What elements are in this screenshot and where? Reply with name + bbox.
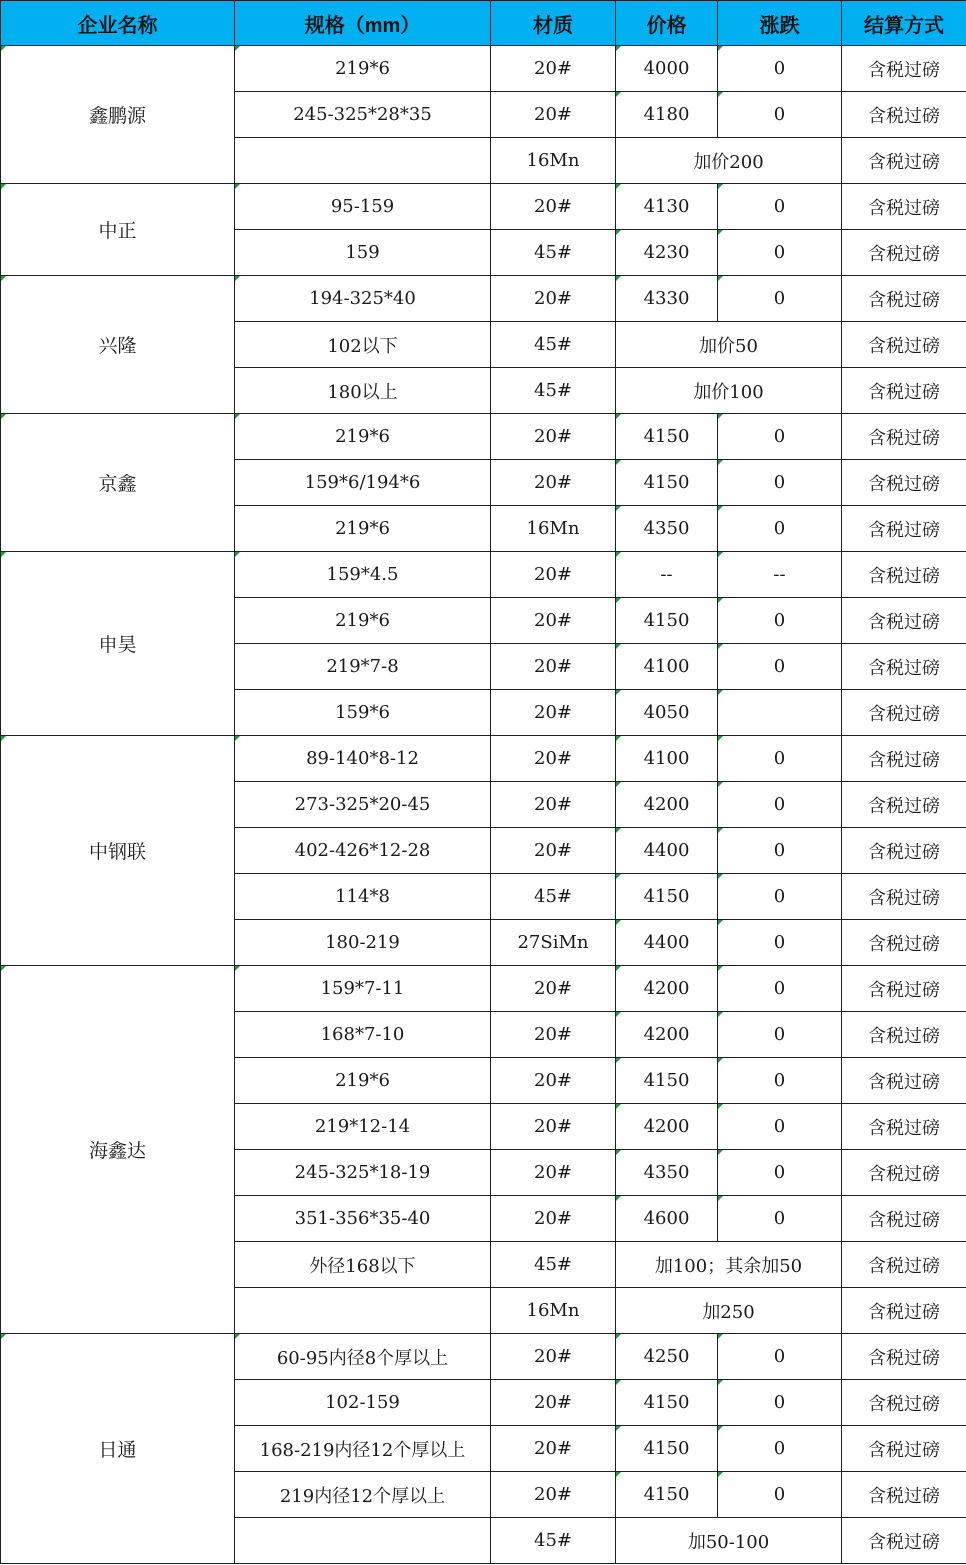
spec-cell: 102-159 bbox=[235, 1380, 491, 1426]
spec-cell: 外径168以下 bbox=[235, 1242, 491, 1288]
price-cell: 4230 bbox=[616, 230, 718, 276]
column-header-settlement: 结算方式 bbox=[842, 1, 966, 46]
spec-cell: 273-325*20-45 bbox=[235, 782, 491, 828]
price-cell: 4150 bbox=[616, 1380, 718, 1426]
settlement-cell: 含税过磅 bbox=[842, 690, 966, 736]
material-cell: 20# bbox=[491, 184, 616, 230]
spec-cell: 159 bbox=[235, 230, 491, 276]
material-cell: 45# bbox=[491, 230, 616, 276]
spec-cell bbox=[235, 1288, 491, 1334]
price-cell: 4150 bbox=[616, 1426, 718, 1472]
price-cell: 4200 bbox=[616, 1012, 718, 1058]
change-cell: 0 bbox=[718, 1334, 842, 1380]
settlement-cell: 含税过磅 bbox=[842, 506, 966, 552]
spec-cell: 351-356*35-40 bbox=[235, 1196, 491, 1242]
material-cell: 16Mn bbox=[491, 1288, 616, 1334]
price-adjustment-cell: 加价100 bbox=[616, 368, 842, 414]
spec-cell: 89-140*8-12 bbox=[235, 736, 491, 782]
material-cell: 45# bbox=[491, 368, 616, 414]
material-cell: 20# bbox=[491, 1380, 616, 1426]
column-header-price: 价格 bbox=[616, 1, 718, 46]
price-cell: 4150 bbox=[616, 460, 718, 506]
price-cell: 4180 bbox=[616, 92, 718, 138]
change-cell: 0 bbox=[718, 1150, 842, 1196]
company-name-cell: 京鑫 bbox=[1, 414, 235, 552]
material-cell: 20# bbox=[491, 598, 616, 644]
change-cell: 0 bbox=[718, 598, 842, 644]
company-name-cell: 日通 bbox=[1, 1334, 235, 1564]
settlement-cell: 含税过磅 bbox=[842, 1380, 966, 1426]
material-cell: 20# bbox=[491, 414, 616, 460]
company-name-cell: 海鑫达 bbox=[1, 966, 235, 1334]
material-cell: 20# bbox=[491, 1426, 616, 1472]
settlement-cell: 含税过磅 bbox=[842, 46, 966, 92]
spec-cell: 180-219 bbox=[235, 920, 491, 966]
material-cell: 20# bbox=[491, 782, 616, 828]
price-adjustment-cell: 加价50 bbox=[616, 322, 842, 368]
spec-cell: 168-219内径12个厚以上 bbox=[235, 1426, 491, 1472]
price-cell: 4150 bbox=[616, 414, 718, 460]
settlement-cell: 含税过磅 bbox=[842, 736, 966, 782]
change-cell: 0 bbox=[718, 874, 842, 920]
spec-cell: 219*7-8 bbox=[235, 644, 491, 690]
company-name-cell: 中钢联 bbox=[1, 736, 235, 966]
settlement-cell: 含税过磅 bbox=[842, 1472, 966, 1518]
column-header-change: 涨跌 bbox=[718, 1, 842, 46]
spec-cell: 219*6 bbox=[235, 598, 491, 644]
table-row bbox=[1, 552, 966, 598]
spec-cell: 219*6 bbox=[235, 506, 491, 552]
change-cell: 0 bbox=[718, 506, 842, 552]
column-header-material: 材质 bbox=[491, 1, 616, 46]
column-header-spec: 规格（mm） bbox=[235, 1, 491, 46]
header-row bbox=[1, 1, 966, 46]
price-cell: 4100 bbox=[616, 644, 718, 690]
change-cell: 0 bbox=[718, 184, 842, 230]
change-cell: 0 bbox=[718, 782, 842, 828]
spec-cell: 219*12-14 bbox=[235, 1104, 491, 1150]
settlement-cell: 含税过磅 bbox=[842, 1288, 966, 1334]
settlement-cell: 含税过磅 bbox=[842, 1104, 966, 1150]
change-cell: 0 bbox=[718, 1472, 842, 1518]
material-cell: 16Mn bbox=[491, 506, 616, 552]
price-adjustment-cell: 加50-100 bbox=[616, 1518, 842, 1564]
spec-cell bbox=[235, 1518, 491, 1564]
price-cell: 4200 bbox=[616, 1104, 718, 1150]
column-header-company: 企业名称 bbox=[1, 1, 235, 46]
settlement-cell: 含税过磅 bbox=[842, 184, 966, 230]
settlement-cell: 含税过磅 bbox=[842, 552, 966, 598]
change-cell: 0 bbox=[718, 1380, 842, 1426]
spec-cell: 219*6 bbox=[235, 46, 491, 92]
settlement-cell: 含税过磅 bbox=[842, 414, 966, 460]
spec-cell: 102以下 bbox=[235, 322, 491, 368]
settlement-cell: 含税过磅 bbox=[842, 1196, 966, 1242]
material-cell: 20# bbox=[491, 46, 616, 92]
material-cell: 20# bbox=[491, 1334, 616, 1380]
settlement-cell: 含税过磅 bbox=[842, 598, 966, 644]
change-cell: 0 bbox=[718, 414, 842, 460]
price-cell: 4150 bbox=[616, 1058, 718, 1104]
change-cell: 0 bbox=[718, 92, 842, 138]
spec-cell: 159*7-11 bbox=[235, 966, 491, 1012]
material-cell: 20# bbox=[491, 1150, 616, 1196]
material-cell: 20# bbox=[491, 92, 616, 138]
spec-cell: 219*6 bbox=[235, 414, 491, 460]
settlement-cell: 含税过磅 bbox=[842, 828, 966, 874]
material-cell: 20# bbox=[491, 736, 616, 782]
settlement-cell: 含税过磅 bbox=[842, 138, 966, 184]
material-cell: 45# bbox=[491, 1518, 616, 1564]
change-cell: 0 bbox=[718, 736, 842, 782]
material-cell: 20# bbox=[491, 1058, 616, 1104]
price-cell: 4000 bbox=[616, 46, 718, 92]
price-adjustment-cell: 加100；其余加50 bbox=[616, 1242, 842, 1288]
price-cell: 4250 bbox=[616, 1334, 718, 1380]
spec-cell bbox=[235, 138, 491, 184]
spec-cell: 168*7-10 bbox=[235, 1012, 491, 1058]
settlement-cell: 含税过磅 bbox=[842, 368, 966, 414]
material-cell: 20# bbox=[491, 690, 616, 736]
spec-cell: 245-325*28*35 bbox=[235, 92, 491, 138]
price-cell: 4150 bbox=[616, 1472, 718, 1518]
settlement-cell: 含税过磅 bbox=[842, 966, 966, 1012]
settlement-cell: 含税过磅 bbox=[842, 1242, 966, 1288]
material-cell: 20# bbox=[491, 1472, 616, 1518]
change-cell: 0 bbox=[718, 230, 842, 276]
settlement-cell: 含税过磅 bbox=[842, 1150, 966, 1196]
spec-cell: 159*6 bbox=[235, 690, 491, 736]
material-cell: 20# bbox=[491, 966, 616, 1012]
table-header bbox=[1, 1, 966, 46]
table-body bbox=[1, 46, 966, 1564]
spec-cell: 159*4.5 bbox=[235, 552, 491, 598]
price-cell: 4150 bbox=[616, 598, 718, 644]
spec-cell: 219内径12个厚以上 bbox=[235, 1472, 491, 1518]
settlement-cell: 含税过磅 bbox=[842, 1334, 966, 1380]
price-cell: 4050 bbox=[616, 690, 718, 736]
table-row bbox=[1, 1334, 966, 1380]
price-cell: 4350 bbox=[616, 1150, 718, 1196]
settlement-cell: 含税过磅 bbox=[842, 230, 966, 276]
company-name-cell: 兴隆 bbox=[1, 276, 235, 414]
table-row bbox=[1, 414, 966, 460]
material-cell: 20# bbox=[491, 1104, 616, 1150]
material-cell: 45# bbox=[491, 322, 616, 368]
material-cell: 20# bbox=[491, 828, 616, 874]
price-cell: 4330 bbox=[616, 276, 718, 322]
price-adjustment-cell: 加250 bbox=[616, 1288, 842, 1334]
change-cell: 0 bbox=[718, 46, 842, 92]
material-cell: 20# bbox=[491, 1012, 616, 1058]
settlement-cell: 含税过磅 bbox=[842, 1426, 966, 1472]
settlement-cell: 含税过磅 bbox=[842, 1012, 966, 1058]
price-cell: 4350 bbox=[616, 506, 718, 552]
settlement-cell: 含税过磅 bbox=[842, 644, 966, 690]
table-row bbox=[1, 276, 966, 322]
settlement-cell: 含税过磅 bbox=[842, 322, 966, 368]
material-cell: 27SiMn bbox=[491, 920, 616, 966]
spec-cell: 114*8 bbox=[235, 874, 491, 920]
change-cell: 0 bbox=[718, 460, 842, 506]
company-name-cell: 申昊 bbox=[1, 552, 235, 736]
material-cell: 20# bbox=[491, 552, 616, 598]
change-cell: 0 bbox=[718, 966, 842, 1012]
price-adjustment-cell: 加价200 bbox=[616, 138, 842, 184]
table-row bbox=[1, 46, 966, 92]
material-cell: 20# bbox=[491, 460, 616, 506]
table-row bbox=[1, 966, 966, 1012]
price-cell: 4100 bbox=[616, 736, 718, 782]
change-cell: 0 bbox=[718, 1426, 842, 1472]
change-cell bbox=[718, 690, 842, 736]
spec-cell: 219*6 bbox=[235, 1058, 491, 1104]
material-cell: 45# bbox=[491, 1242, 616, 1288]
spec-cell: 194-325*40 bbox=[235, 276, 491, 322]
material-cell: 20# bbox=[491, 276, 616, 322]
settlement-cell: 含税过磅 bbox=[842, 276, 966, 322]
price-cell: -- bbox=[616, 552, 718, 598]
change-cell: 0 bbox=[718, 920, 842, 966]
settlement-cell: 含税过磅 bbox=[842, 920, 966, 966]
settlement-cell: 含税过磅 bbox=[842, 1518, 966, 1564]
change-cell: 0 bbox=[718, 276, 842, 322]
company-name-cell: 鑫鹏源 bbox=[1, 46, 235, 184]
spec-cell: 159*6/194*6 bbox=[235, 460, 491, 506]
change-cell: -- bbox=[718, 552, 842, 598]
spec-cell: 95-159 bbox=[235, 184, 491, 230]
company-name-cell: 中正 bbox=[1, 184, 235, 276]
change-cell: 0 bbox=[718, 1058, 842, 1104]
material-cell: 45# bbox=[491, 874, 616, 920]
change-cell: 0 bbox=[718, 1196, 842, 1242]
price-cell: 4200 bbox=[616, 782, 718, 828]
settlement-cell: 含税过磅 bbox=[842, 460, 966, 506]
settlement-cell: 含税过磅 bbox=[842, 1058, 966, 1104]
table-row bbox=[1, 736, 966, 782]
material-cell: 20# bbox=[491, 644, 616, 690]
spec-cell: 180以上 bbox=[235, 368, 491, 414]
price-cell: 4200 bbox=[616, 966, 718, 1012]
change-cell: 0 bbox=[718, 828, 842, 874]
table-row bbox=[1, 184, 966, 230]
change-cell: 0 bbox=[718, 644, 842, 690]
change-cell: 0 bbox=[718, 1104, 842, 1150]
material-cell: 20# bbox=[491, 1196, 616, 1242]
price-cell: 4150 bbox=[616, 874, 718, 920]
price-cell: 4400 bbox=[616, 920, 718, 966]
material-cell: 16Mn bbox=[491, 138, 616, 184]
price-cell: 4400 bbox=[616, 828, 718, 874]
change-cell: 0 bbox=[718, 1012, 842, 1058]
spec-cell: 402-426*12-28 bbox=[235, 828, 491, 874]
price-cell: 4600 bbox=[616, 1196, 718, 1242]
spec-cell: 245-325*18-19 bbox=[235, 1150, 491, 1196]
spec-cell: 60-95内径8个厚以上 bbox=[235, 1334, 491, 1380]
settlement-cell: 含税过磅 bbox=[842, 92, 966, 138]
price-cell: 4130 bbox=[616, 184, 718, 230]
settlement-cell: 含税过磅 bbox=[842, 782, 966, 828]
settlement-cell: 含税过磅 bbox=[842, 874, 966, 920]
